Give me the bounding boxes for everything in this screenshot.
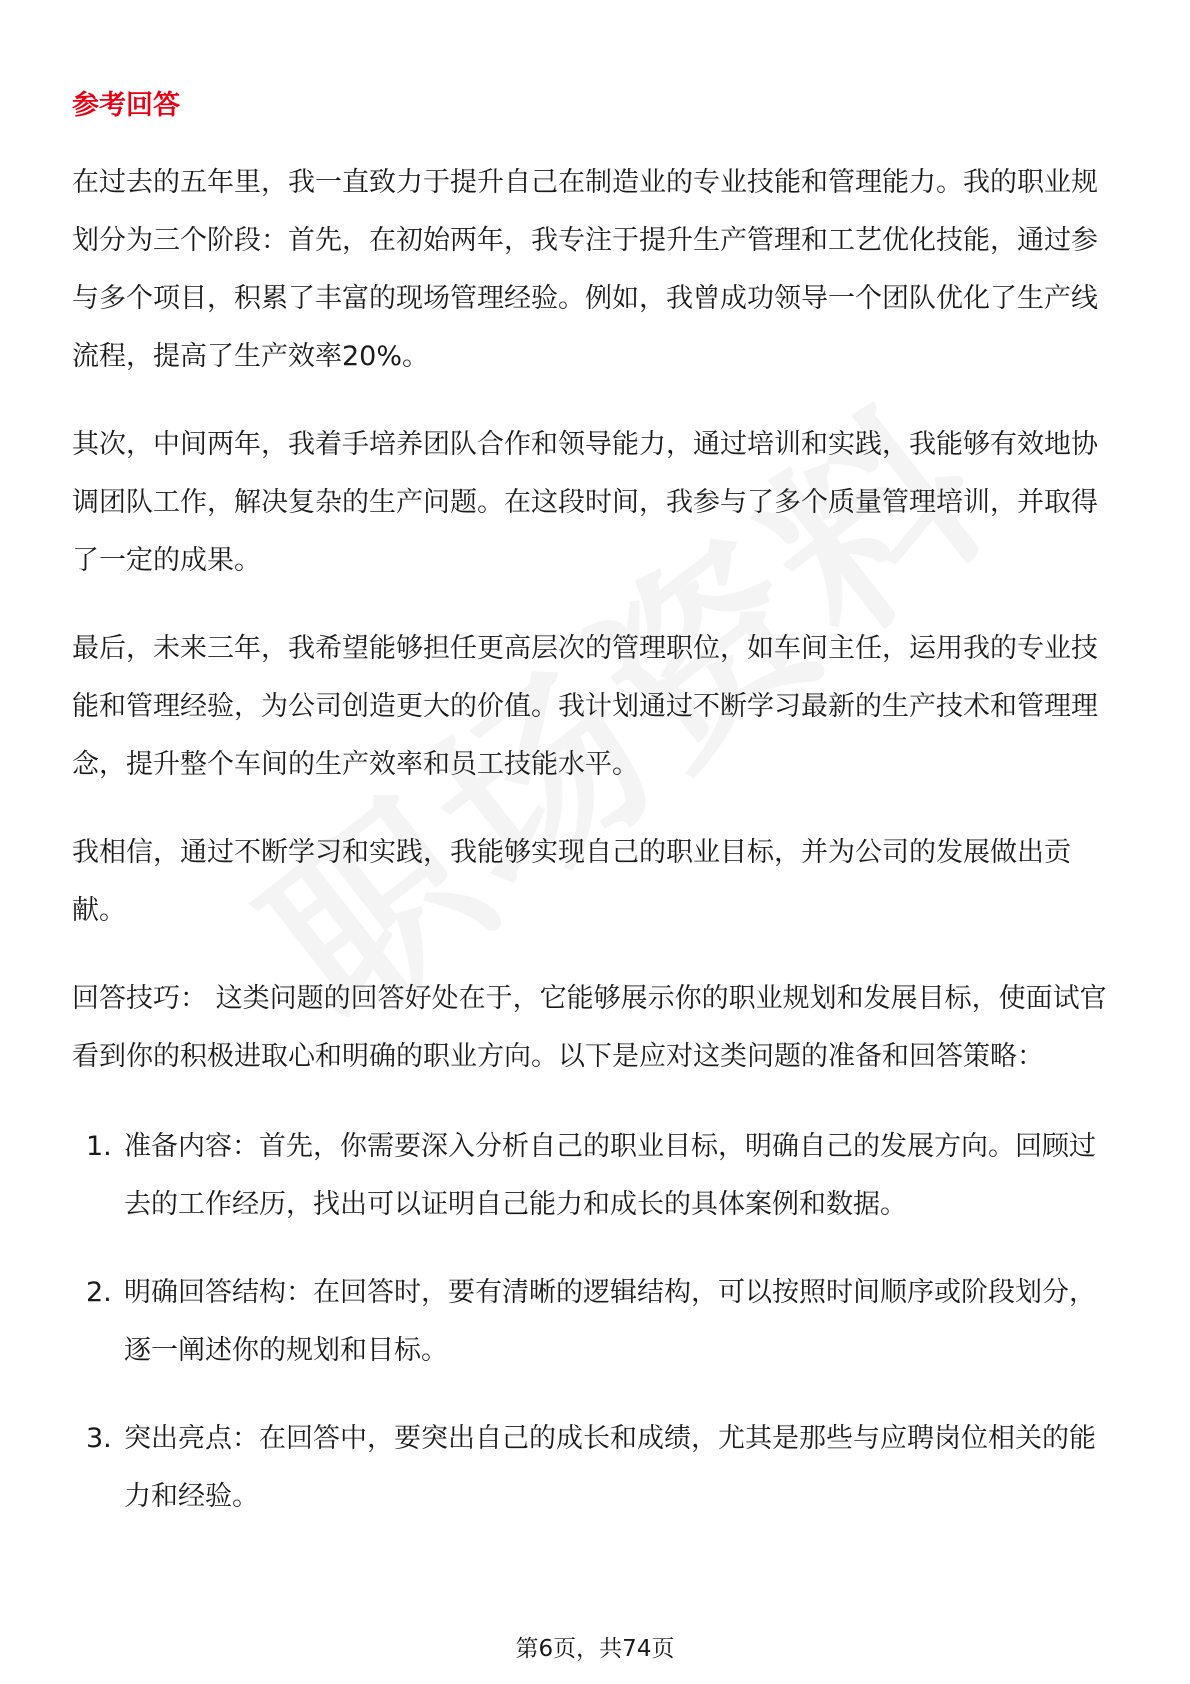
section-title: 参考回答 [72,90,180,121]
list-item-number: 3. [86,1423,112,1454]
tips-list [72,1118,1122,1526]
list-item-text: 准备内容：首先，你需要深入分析自己的职业目标，明确自己的发展方向。回顾过去的工作经历，找出可以证明自己能力和成长的具体案例和数据。 [124,1131,1096,1220]
list-item-number: 2. [86,1277,112,1308]
page-content [72,84,1122,1556]
tips-intro-paragraph: 回答技巧： 这类问题的回答好处在于，它能够展示你的职业规划和发展目标，使面试官看到你的积极进取心和明确的职业方向。以下是应对这类问题的准备和回答策略： [72,983,1107,1072]
page-number-footer: 第6页，共74页 [515,1636,675,1662]
answer-paragraph-1: 在过去的五年里，我一直致力于提升自己在制造业的专业技能和管理能力。我的职业规划分为三个阶段：首先，在初始两年，我专注于提升生产管理和工艺优化技能，通过参与多个项目，积累了丰富的现场管理经验。例如，我曾成功领导一个团队优化了生产线流程，提高了生产效率20%。 [72,167,1098,372]
list-item [72,1410,1122,1526]
answer-paragraph-3: 最后，未来三年，我希望能够担任更高层次的管理职位，如车间主任，运用我的专业技能和管理经验，为公司创造更大的价值。我计划通过不断学习最新的生产技术和管理理念，提升整个车间的生产效率和员工技能水平。 [72,633,1098,780]
answer-paragraph-2: 其次，中间两年，我着手培养团队合作和领导能力，通过培训和实践，我能够有效地协调团队工作，解决复杂的生产问题。在这段时间，我参与了多个质量管理培训，并取得了一定的成果。 [72,429,1098,576]
list-item-number: 1. [86,1131,112,1162]
list-item [72,1118,1122,1234]
list-item-text: 突出亮点：在回答中，要突出自己的成长和成绩，尤其是那些与应聘岗位相关的能力和经验。 [124,1423,1096,1512]
answer-paragraph-4: 我相信，通过不断学习和实践，我能够实现自己的职业目标，并为公司的发展做出贡献。 [72,837,1071,926]
list-item-text: 明确回答结构：在回答时，要有清晰的逻辑结构，可以按照时间顺序或阶段划分，逐一阐述你的规划和目标。 [124,1277,1096,1366]
list-item [72,1264,1122,1380]
